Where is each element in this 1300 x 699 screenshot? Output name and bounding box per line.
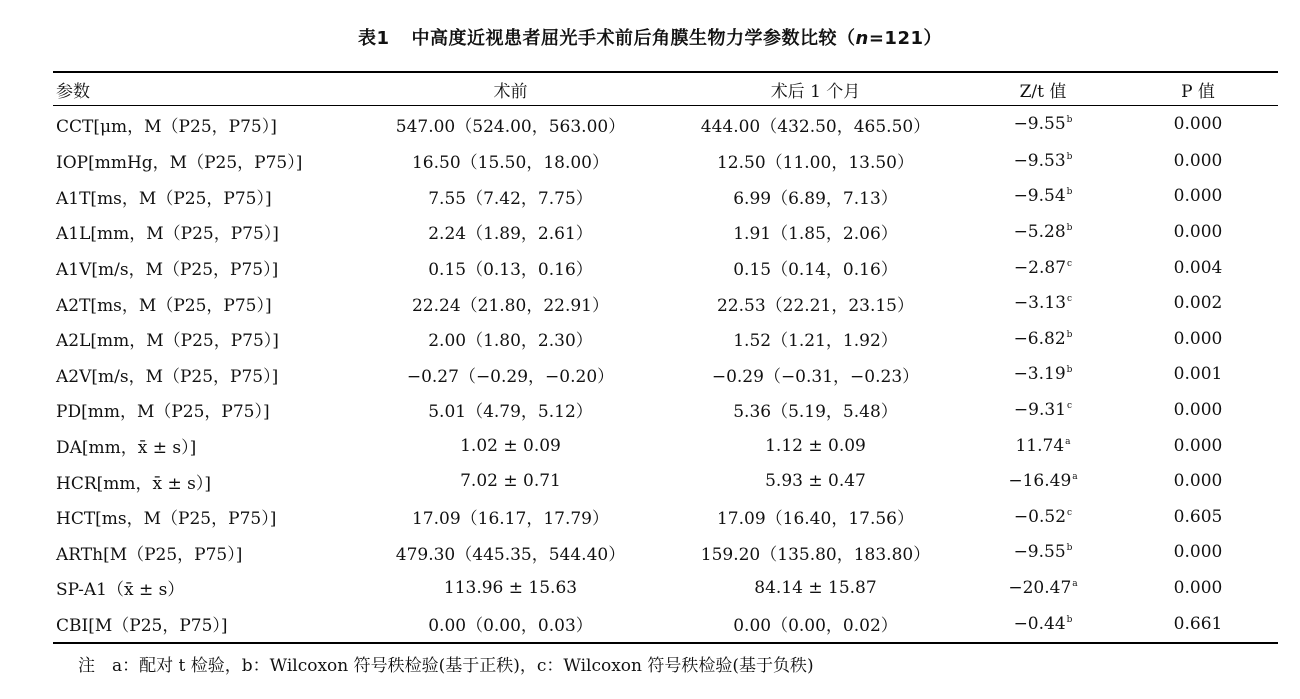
param-cell: A2L[mm，M（P25，P75）] [56, 331, 279, 352]
table-row [53, 143, 1278, 179]
stat-value: −20.47 [1008, 577, 1072, 598]
post-op-cell: 0.15（0.14，0.16） [733, 260, 898, 281]
pre-op-cell: 479.30（445.35，544.40） [395, 544, 626, 565]
table-row [53, 392, 1278, 428]
bottom-rule [53, 642, 1278, 644]
stat-value: −16.49 [1008, 471, 1072, 492]
stat-cell [968, 499, 1118, 535]
param-cell: A1V[m/s，M（P25，P75）] [56, 260, 279, 281]
stat-value: −0.52 [1013, 506, 1067, 527]
post-op-cell: 22.53（22.21，23.15） [716, 295, 914, 316]
stat-test-marker: c [1067, 400, 1073, 411]
p-value-cell: 0.000 [1173, 114, 1223, 134]
stat-test-marker: b [1066, 115, 1073, 125]
stat-test-marker: c [1067, 258, 1073, 269]
p-value-cell: 0.001 [1173, 364, 1223, 385]
footnote: 注 a：配对 t 检验，b：Wilcoxon 符号秩检验(基于正秩)，c：Wilcoxon 符号秩检验(基于负秩) [78, 656, 814, 676]
pre-op-cell: 5.01（4.79，5.12） [428, 402, 593, 423]
pre-op-cell: 2.00（1.80，2.30） [428, 331, 593, 352]
header-row [53, 73, 1278, 105]
post-op-cell: 444.00（432.50，465.50） [700, 116, 931, 137]
stat-value: −3.19 [1013, 364, 1066, 385]
post-op-cell: −0.29（−0.31，−0.23） [711, 366, 920, 387]
param-cell: IOP[mmHg，M（P25，P75）] [56, 153, 303, 174]
stat-test-marker: a [1065, 436, 1071, 447]
table-title: 中高度近视患者屈光手术前后角膜生物力学参数比较（ [411, 28, 856, 49]
pre-op-cell: −0.27（−0.29，−0.20） [406, 366, 615, 387]
p-value-cell: 0.000 [1173, 328, 1223, 349]
stat-cell [968, 250, 1118, 286]
stat-value: −9.54 [1013, 186, 1066, 207]
p-value-cell: 0.000 [1173, 435, 1223, 456]
table-row [53, 463, 1278, 499]
stat-cell [968, 570, 1118, 606]
stat-cell [968, 392, 1118, 428]
pre-op-cell: 1.02 ± 0.09 [460, 435, 561, 456]
pre-op-cell: 7.02 ± 0.71 [460, 471, 561, 492]
stat-value: −6.82 [1013, 328, 1066, 349]
post-op-cell: 0.00（0.00，0.02） [733, 616, 898, 637]
post-op-cell: 84.14 ± 15.87 [754, 577, 877, 598]
post-op-cell: 17.09（16.40，17.56） [716, 509, 914, 530]
table-row [53, 535, 1278, 571]
post-op-cell: 6.99（6.89，7.13） [733, 188, 898, 209]
pre-op-cell: 547.00（524.00，563.00） [395, 116, 626, 137]
stat-cell [968, 606, 1118, 642]
param-cell: HCR[mm，x̄ ± s）] [56, 473, 212, 494]
post-op-cell: 5.93 ± 0.47 [765, 471, 866, 492]
stat-test-marker: b [1066, 222, 1073, 233]
post-op-cell: 1.12 ± 0.09 [765, 435, 866, 456]
pre-op-cell: 0.15（0.13，0.16） [428, 260, 593, 281]
pre-op-cell: 16.50（15.50，18.00） [411, 153, 609, 174]
table-row [53, 250, 1278, 286]
stat-test-marker: b [1066, 365, 1073, 376]
stat-test-marker: b [1066, 329, 1073, 340]
post-op-cell: 1.52（1.21，1.92） [733, 331, 898, 352]
table-row [53, 428, 1278, 464]
stat-cell [968, 428, 1118, 464]
table-row [53, 570, 1278, 606]
pre-op-cell: 7.55（7.42，7.75） [428, 188, 593, 209]
param-cell: PD[mm，M（P25，P75）] [56, 402, 270, 423]
table-caption [0, 24, 1300, 50]
stat-test-marker: a [1072, 472, 1078, 483]
p-value-cell: 0.000 [1173, 150, 1223, 171]
p-value-cell: 0.000 [1173, 471, 1223, 492]
stat-cell [968, 535, 1118, 571]
stat-cell [968, 143, 1118, 179]
stat-value: −0.44 [1013, 613, 1066, 634]
table-body [53, 105, 1278, 641]
param-cell: DA[mm，x̄ ± s）] [56, 438, 197, 459]
table-row [53, 285, 1278, 321]
p-value-cell: 0.000 [1173, 221, 1223, 242]
stat-cell [968, 321, 1118, 357]
pre-op-cell: 22.24（21.80，22.91） [411, 295, 609, 316]
param-cell: HCT[ms，M（P25，P75）] [56, 509, 277, 530]
stat-value: −9.55 [1013, 114, 1066, 134]
stat-cell [968, 463, 1118, 499]
stat-value: −9.53 [1013, 150, 1066, 171]
stat-cell [968, 105, 1118, 143]
sample-size-var: n [855, 28, 869, 49]
stat-value: −3.13 [1013, 293, 1067, 314]
p-value-cell: 0.000 [1173, 577, 1223, 598]
p-value-cell: 0.661 [1173, 613, 1223, 634]
stat-value: −9.31 [1013, 399, 1067, 420]
stat-test-marker: c [1067, 507, 1073, 518]
table-row [53, 499, 1278, 535]
pre-op-cell: 113.96 ± 15.63 [443, 577, 578, 598]
header-param: 参数 [56, 81, 90, 102]
param-cell: A2V[m/s，M（P25，P75）] [56, 366, 279, 387]
stat-cell [968, 357, 1118, 393]
header-p: P 值 [1181, 81, 1215, 102]
param-cell: A2T[ms，M（P25，P75）] [56, 295, 272, 316]
stat-cell [968, 285, 1118, 321]
table-row [53, 214, 1278, 250]
stat-value: 11.74 [1015, 435, 1065, 456]
stat-test-marker: b [1066, 614, 1073, 625]
pre-op-cell: 2.24（1.89，2.61） [428, 224, 593, 245]
param-cell: CCT[μm，M（P25，P75）] [56, 116, 277, 137]
pre-op-cell: 0.00（0.00，0.03） [428, 616, 593, 637]
header-pre: 术前 [493, 81, 528, 102]
stat-cell [968, 214, 1118, 250]
param-cell: CBI[M（P25，P75）] [56, 616, 228, 637]
stat-value: −9.55 [1013, 542, 1066, 563]
stat-value: −2.87 [1013, 257, 1067, 278]
header-post: 术后 1 个月 [770, 81, 861, 102]
stat-test-marker: b [1066, 543, 1073, 554]
stat-test-marker: c [1067, 294, 1073, 305]
pre-op-cell: 17.09（16.17，17.79） [411, 509, 609, 530]
p-value-cell: 0.002 [1173, 293, 1223, 314]
post-op-cell: 5.36（5.19，5.48） [733, 402, 898, 423]
param-cell: A1L[mm，M（P25，P75）] [56, 224, 279, 245]
p-value-cell: 0.605 [1173, 506, 1223, 527]
table-row [53, 357, 1278, 393]
param-cell: SP-A1（x̄ ± s） [56, 580, 185, 601]
table-row [53, 105, 1278, 143]
table-label: 表1 [357, 28, 390, 49]
stat-test-marker: b [1066, 151, 1073, 162]
post-op-cell: 1.91（1.85，2.06） [733, 224, 898, 245]
stat-cell [968, 179, 1118, 215]
post-op-cell: 159.20（135.80，183.80） [700, 544, 931, 565]
table-row [53, 321, 1278, 357]
param-cell: ARTh[M（P25，P75）] [56, 544, 243, 565]
p-value-cell: 0.000 [1173, 186, 1223, 207]
param-cell: A1T[ms，M（P25，P75）] [56, 188, 272, 209]
p-value-cell: 0.000 [1173, 542, 1223, 563]
sample-size-value: =121） [868, 28, 942, 49]
post-op-cell: 12.50（11.00，13.50） [716, 153, 914, 174]
table-row [53, 606, 1278, 642]
p-value-cell: 0.004 [1173, 257, 1223, 278]
table-row [53, 179, 1278, 215]
stat-test-marker: a [1072, 578, 1078, 589]
stat-value: −5.28 [1013, 221, 1066, 242]
comparison-table [53, 73, 1278, 641]
header-stat: Z/t 值 [1019, 81, 1067, 102]
p-value-cell: 0.000 [1173, 399, 1223, 420]
stat-test-marker: b [1066, 187, 1073, 198]
